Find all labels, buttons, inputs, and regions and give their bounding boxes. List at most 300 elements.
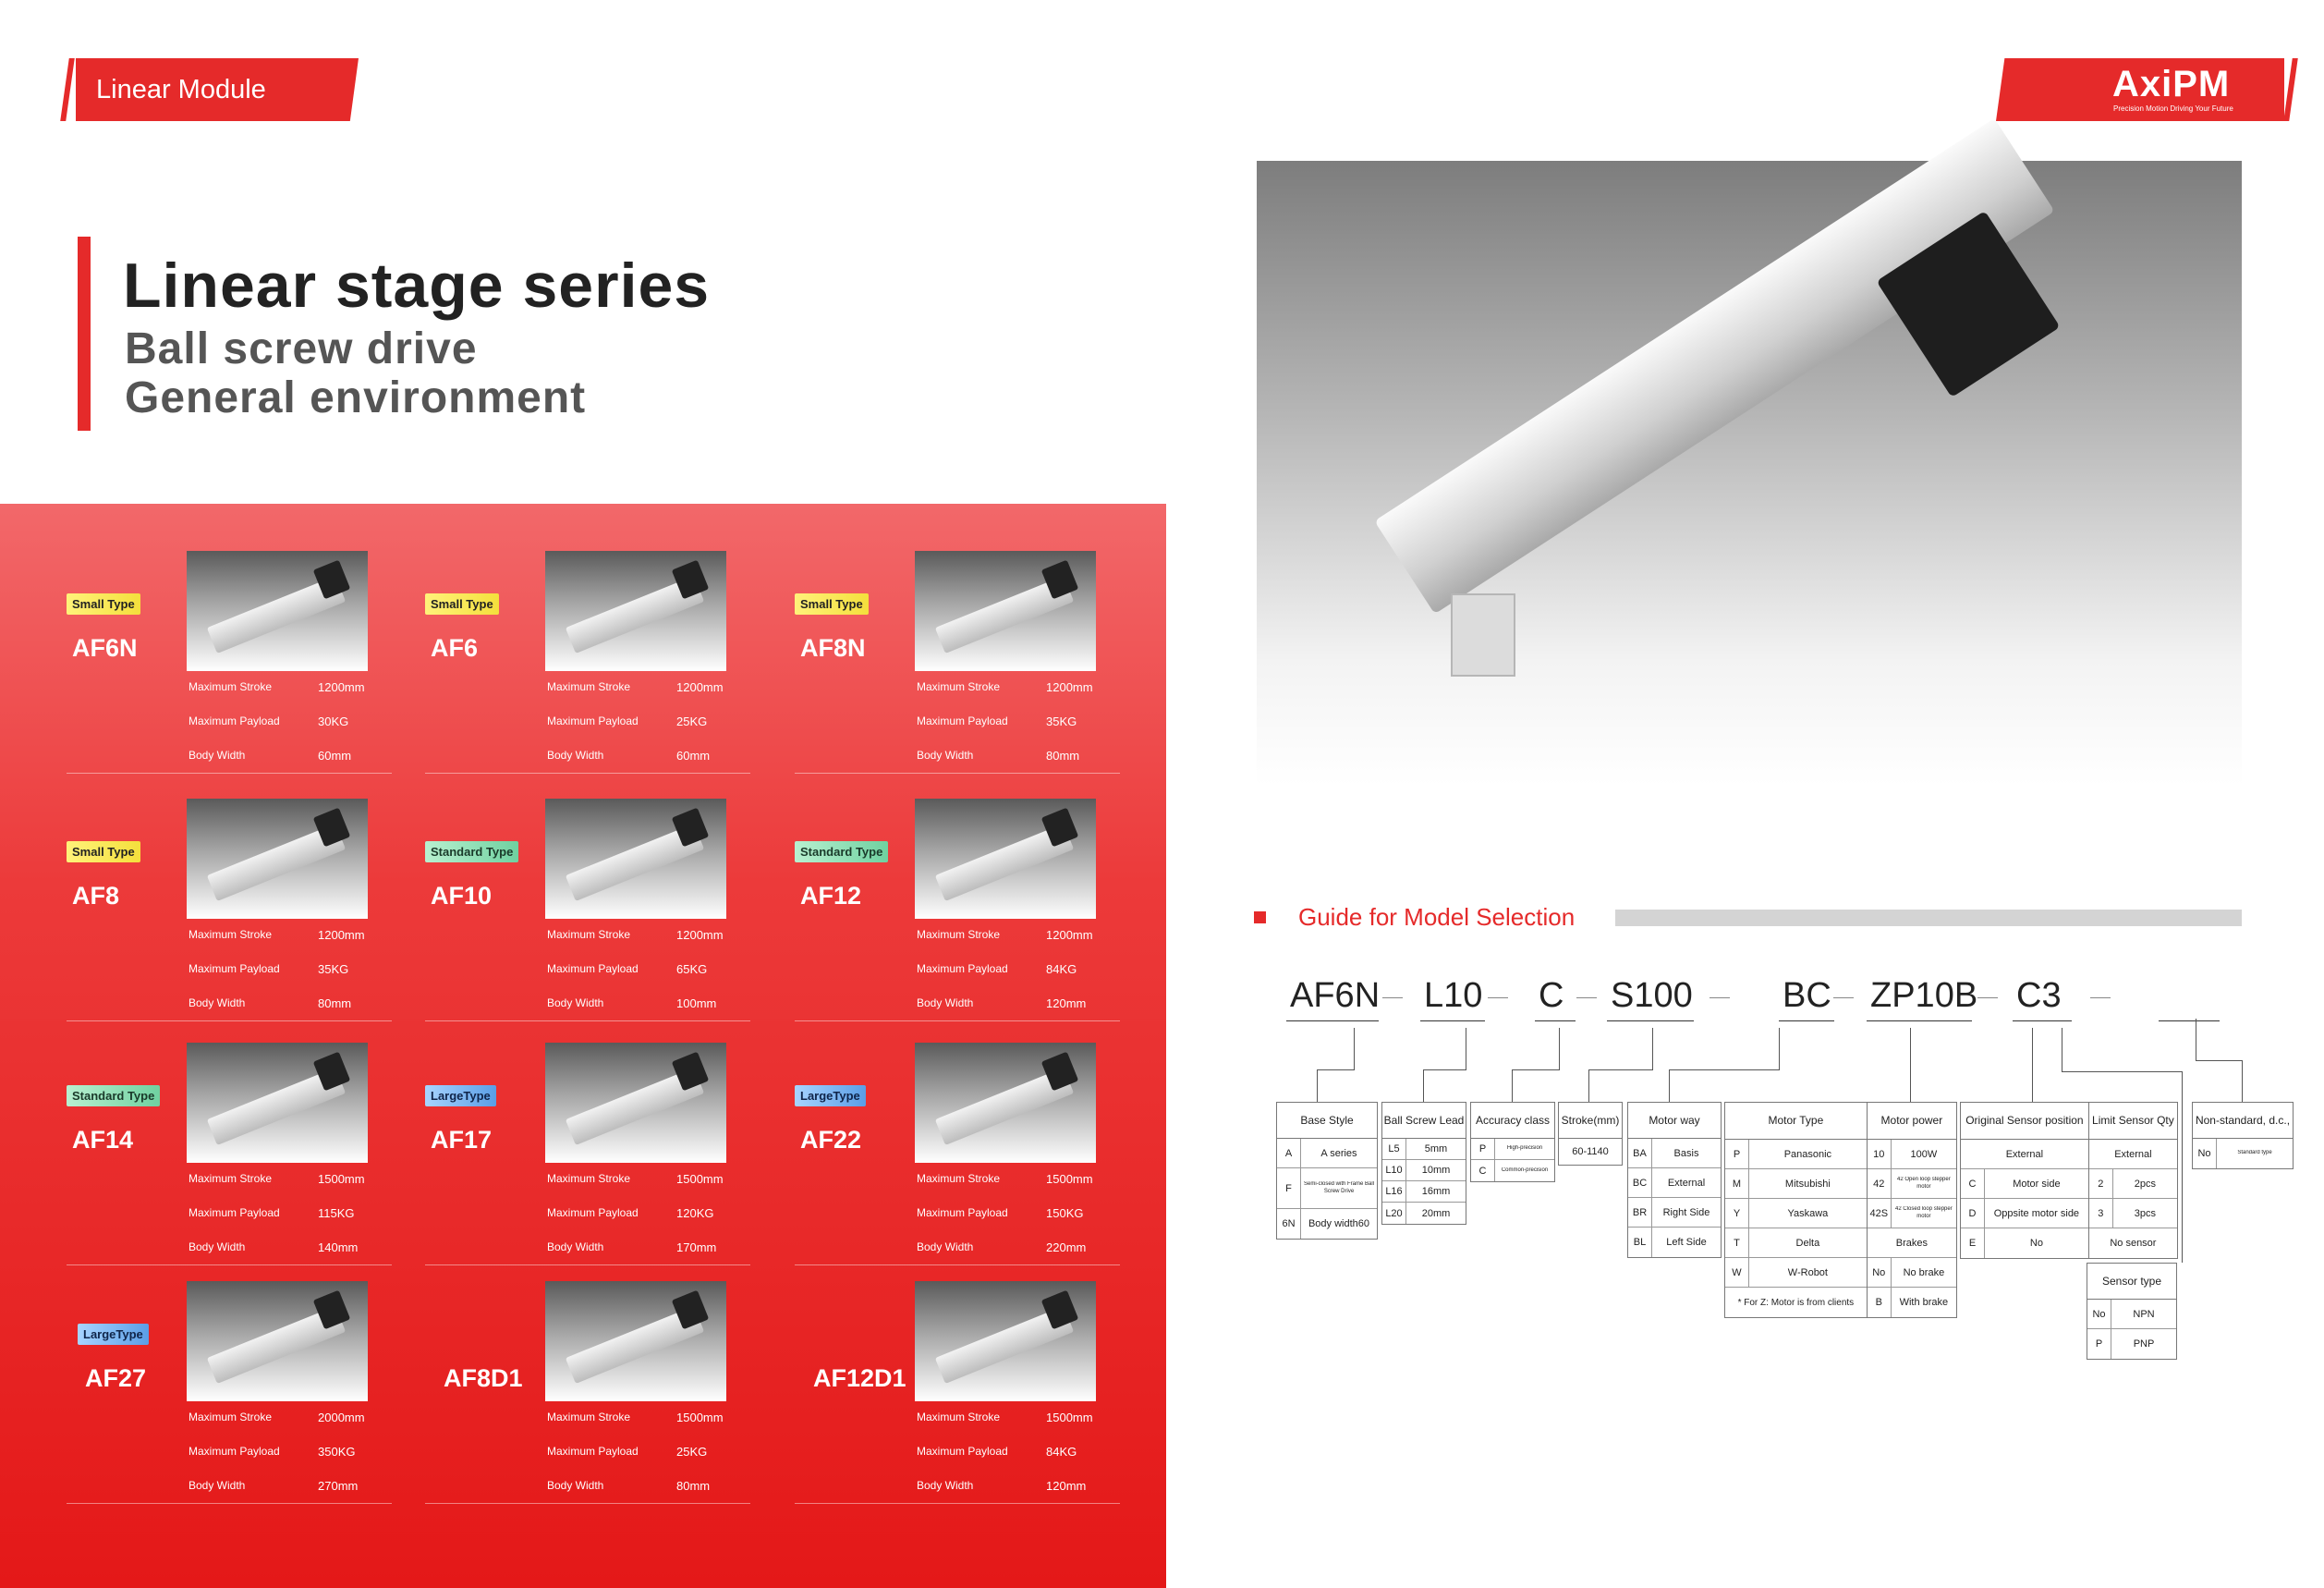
connector-line <box>1669 1069 1780 1070</box>
product-card <box>67 1281 436 1503</box>
table-row <box>1277 1139 1377 1168</box>
card-divider <box>67 1020 392 1021</box>
code-cell: BR <box>1628 1198 1652 1227</box>
product-photo <box>915 1043 1096 1163</box>
table-header: Sensor type <box>2087 1264 2176 1300</box>
model-code-segment: C3 <box>2016 976 2062 1015</box>
card-divider <box>67 1503 392 1504</box>
spec-label: Body Width <box>917 1240 974 1253</box>
desc-cell: 5mm <box>1424 1143 1448 1154</box>
code-underline <box>1607 1020 1694 1021</box>
table-header: Base Style <box>1277 1103 1377 1139</box>
desc-cell: Left Side <box>1666 1237 1707 1248</box>
title-accent-bar <box>78 237 91 431</box>
sensor-position-column <box>1961 1140 2089 1258</box>
code-cell: BL <box>1628 1228 1652 1257</box>
table-row <box>1628 1228 1721 1257</box>
spec-table <box>2087 1263 2177 1360</box>
product-card <box>425 1043 795 1264</box>
table-row <box>1725 1169 1867 1199</box>
spec-label: Body Width <box>547 749 604 762</box>
spec-value: 25KG <box>676 1445 708 1459</box>
model-name: AF6N <box>72 634 138 662</box>
table-header: Ball Screw Lead <box>1382 1103 1466 1139</box>
desc-cell: Body width60 <box>1308 1218 1370 1229</box>
spec-value: 120KG <box>676 1206 714 1220</box>
spec-label: Body Width <box>189 996 246 1009</box>
connector-line <box>1512 1069 1560 1070</box>
full-cell: Brakes <box>1895 1237 1928 1249</box>
table-row <box>2087 1329 2176 1359</box>
spec-table <box>2192 1102 2294 1169</box>
desc-cell: External <box>1667 1177 1706 1189</box>
desc-cell: Mitsubishi <box>1784 1178 1831 1190</box>
card-divider <box>67 1264 392 1265</box>
connector-line <box>1512 1069 1513 1102</box>
spec-value: 1200mm <box>1046 928 1093 942</box>
table-row <box>2089 1199 2177 1228</box>
spec-value: 84KG <box>1046 1445 1077 1459</box>
card-divider <box>795 773 1120 774</box>
desc-cell: Standard type <box>2237 1150 2272 1156</box>
table-header: Stroke(mm) <box>1559 1103 1622 1139</box>
desc-cell: NPN <box>2133 1308 2155 1320</box>
type-badge: Standard Type <box>67 1085 160 1106</box>
connector-line <box>2182 1071 2183 1263</box>
table-row <box>1725 1199 1867 1228</box>
code-cell: 42S <box>1868 1199 1892 1228</box>
desc-cell: Oppsite motor side <box>1993 1207 2080 1219</box>
spec-label: Maximum Payload <box>547 1445 639 1458</box>
table-header: Motor Type <box>1725 1103 1868 1139</box>
spec-label: Maximum Stroke <box>917 1411 1001 1423</box>
code-cell: B <box>1868 1288 1892 1317</box>
card-divider <box>425 1020 750 1021</box>
product-photo <box>545 1043 726 1163</box>
spec-value: 1200mm <box>676 680 724 694</box>
type-badge: Small Type <box>67 593 140 615</box>
type-badge: Small Type <box>67 841 140 862</box>
spec-label: Maximum Payload <box>917 715 1008 727</box>
type-badge: LargeType <box>795 1085 866 1106</box>
product-card <box>795 551 1164 773</box>
code-cell: P <box>1471 1139 1495 1159</box>
spec-value: 1500mm <box>676 1411 724 1424</box>
table-body <box>1961 1140 2177 1258</box>
model-name: AF8N <box>800 634 866 662</box>
spec-label: Maximum Payload <box>189 962 280 975</box>
spec-table <box>1558 1102 1623 1166</box>
product-card <box>67 799 436 1020</box>
model-code-segment: S100 <box>1611 976 1693 1015</box>
code-cell: No <box>1868 1258 1892 1287</box>
code-cell: 3 <box>2089 1199 2113 1228</box>
desc-cell: Panasonic <box>1783 1148 1832 1160</box>
desc-cell: Common-precision <box>1501 1167 1549 1173</box>
table-row <box>1277 1168 1377 1209</box>
spec-label: Maximum Stroke <box>917 680 1001 693</box>
desc-cell: 42 Closed loop stepper motor <box>1895 1206 1953 1219</box>
card-divider <box>425 773 750 774</box>
product-card <box>425 551 795 773</box>
card-divider <box>425 1264 750 1265</box>
spec-label: Body Width <box>189 749 246 762</box>
desc-cell: W-Robot <box>1787 1266 1828 1278</box>
spec-label: Maximum Stroke <box>189 1411 273 1423</box>
table-row <box>1725 1228 1867 1258</box>
spec-label: Body Width <box>189 1240 246 1253</box>
table-row <box>1868 1199 1956 1228</box>
code-cell: 10 <box>1868 1140 1892 1168</box>
model-name: AF6 <box>431 634 479 662</box>
page-title: Linear stage series <box>123 250 711 321</box>
desc-cell: Yaskawa <box>1787 1207 1829 1219</box>
table-row <box>1382 1181 1466 1203</box>
desc-cell: 16mm <box>1421 1186 1451 1197</box>
code-cell: A <box>1277 1139 1301 1167</box>
connector-line <box>1559 1028 1560 1070</box>
connector-line <box>2062 1071 2182 1072</box>
desc-cell: A series <box>1320 1147 1357 1159</box>
spec-label: Maximum Stroke <box>547 1411 631 1423</box>
code-underline <box>2013 1020 2072 1021</box>
connector-line <box>2242 1060 2243 1102</box>
table-header-row <box>1725 1103 1956 1140</box>
table-row <box>1628 1168 1721 1198</box>
spec-value: 270mm <box>318 1479 359 1493</box>
code-separator <box>1710 997 1730 998</box>
table-row <box>1277 1209 1377 1239</box>
model-code-segment: L10 <box>1424 976 1483 1015</box>
code-cell: E <box>1961 1228 1985 1258</box>
code-separator <box>1833 997 1854 998</box>
table-row <box>1471 1139 1554 1160</box>
spec-value: 140mm <box>318 1240 359 1254</box>
type-badge: LargeType <box>425 1085 496 1106</box>
spec-value: 25KG <box>676 715 708 728</box>
code-cell: L5 <box>1382 1139 1406 1159</box>
guide-divider-bar <box>1615 910 2242 926</box>
table-header: Accuracy class <box>1471 1103 1554 1139</box>
spec-label: Maximum Stroke <box>917 928 1001 941</box>
code-cell: C <box>1961 1169 1985 1198</box>
spec-value: 1500mm <box>318 1172 365 1186</box>
code-cell: BA <box>1628 1139 1652 1167</box>
spec-value: 65KG <box>676 962 708 976</box>
spec-label: Body Width <box>917 996 974 1009</box>
desc-cell: Right Side <box>1662 1206 1710 1218</box>
product-card <box>67 551 436 773</box>
code-underline <box>1286 1020 1379 1021</box>
code-cell: 2 <box>2089 1169 2113 1198</box>
table-row <box>1868 1288 1956 1317</box>
desc-cell: With brake <box>1899 1297 1949 1308</box>
spec-value: 1200mm <box>1046 680 1093 694</box>
spec-label: Maximum Stroke <box>189 680 273 693</box>
full-cell: External <box>2005 1148 2044 1160</box>
spec-value: 80mm <box>318 996 352 1010</box>
product-card <box>425 799 795 1020</box>
spec-value: 84KG <box>1046 962 1077 976</box>
spec-label: Body Width <box>547 1479 604 1492</box>
table-header: Motor power <box>1880 1114 1943 1127</box>
full-cell: External <box>2114 1148 2152 1160</box>
product-photo <box>545 551 726 671</box>
table-row <box>1868 1140 1956 1169</box>
code-separator <box>1977 997 1998 998</box>
spec-value: 350KG <box>318 1445 356 1459</box>
table-header: Non-standard, d.c., <box>2193 1103 2293 1139</box>
table-row <box>2193 1139 2293 1168</box>
spec-table <box>1627 1102 1722 1258</box>
spec-label: Body Width <box>547 1240 604 1253</box>
product-photo <box>187 551 368 671</box>
spec-label: Maximum Payload <box>189 1445 280 1458</box>
desc-cell: Delta <box>1795 1237 1820 1249</box>
table-row <box>1382 1139 1466 1160</box>
code-separator <box>1382 997 1403 998</box>
table-row <box>1961 1228 2088 1258</box>
desc-cell: 3pcs <box>2134 1207 2157 1219</box>
desc-cell: 20mm <box>1421 1207 1451 1219</box>
hero-end-cap <box>1451 593 1515 677</box>
spec-value: 60mm <box>318 749 352 763</box>
spec-label: Body Width <box>917 1479 974 1492</box>
brand-tag <box>1996 58 2294 121</box>
spec-value: 120mm <box>1046 996 1087 1010</box>
model-code-segment: C <box>1539 976 1564 1015</box>
spec-label: Maximum Stroke <box>547 680 631 693</box>
spec-value: 170mm <box>676 1240 717 1254</box>
table-row <box>1725 1140 1867 1169</box>
code-cell: Y <box>1725 1199 1749 1228</box>
desc-cell: Motor side <box>2013 1178 2061 1190</box>
code-underline <box>1779 1020 1834 1021</box>
table-row <box>2089 1228 2177 1258</box>
table-row <box>1961 1140 2088 1169</box>
code-cell: F <box>1277 1168 1301 1208</box>
connector-line <box>1354 1028 1355 1070</box>
spec-value: 150KG <box>1046 1206 1084 1220</box>
table-header: Motor way <box>1628 1103 1721 1139</box>
spec-value: 1500mm <box>676 1172 724 1186</box>
desc-cell: PNP <box>2133 1338 2155 1350</box>
table-row <box>1725 1258 1867 1288</box>
desc-cell: 2pcs <box>2134 1178 2157 1190</box>
code-underline <box>1867 1020 1972 1021</box>
product-photo <box>545 799 726 919</box>
connector-line <box>1910 1028 1911 1102</box>
product-card <box>425 1281 795 1503</box>
spec-value: 220mm <box>1046 1240 1087 1254</box>
desc-cell: No <box>2029 1238 2043 1249</box>
desc-cell: 10mm <box>1421 1165 1451 1176</box>
desc-cell: 42 Open loop stepper motor <box>1897 1177 1951 1190</box>
spec-value: 120mm <box>1046 1479 1087 1493</box>
spec-table <box>1724 1102 1957 1318</box>
spec-table <box>1470 1102 1555 1182</box>
spec-value: 35KG <box>1046 715 1077 728</box>
code-cell: L16 <box>1382 1181 1406 1202</box>
table-row <box>2089 1140 2177 1169</box>
section-tag-label: Linear Module <box>96 75 266 104</box>
spec-label: Maximum Payload <box>917 1445 1008 1458</box>
desc-cell: 100W <box>1910 1148 1938 1160</box>
desc-cell: Semi-closed with Frame Ball Screw Drive <box>1303 1181 1375 1194</box>
spec-label: Body Width <box>917 749 974 762</box>
connector-line <box>1423 1069 1424 1102</box>
spec-value: 1200mm <box>676 928 724 942</box>
table-row <box>1628 1139 1721 1168</box>
table-row <box>1382 1160 1466 1181</box>
card-divider <box>425 1503 750 1504</box>
limit-qty-column <box>2089 1140 2177 1258</box>
product-card <box>795 799 1164 1020</box>
type-badge: Standard Type <box>425 841 518 862</box>
connector-line <box>1652 1028 1653 1070</box>
guide-title: Guide for Model Selection <box>1298 903 1576 931</box>
connector-line <box>1588 1069 1653 1070</box>
code-cell: W <box>1725 1258 1749 1287</box>
type-badge: Small Type <box>795 593 869 615</box>
model-name: AF14 <box>72 1126 134 1154</box>
table-row <box>1961 1199 2088 1228</box>
table-row <box>2089 1169 2177 1199</box>
code-cell: L10 <box>1382 1160 1406 1180</box>
section-tag <box>65 58 359 121</box>
code-cell: 42 <box>1868 1169 1892 1198</box>
spec-label: Maximum Stroke <box>189 1172 273 1185</box>
spec-label: Maximum Stroke <box>547 1172 631 1185</box>
tag-accent-bar <box>60 58 75 121</box>
product-photo <box>187 1043 368 1163</box>
connector-line <box>1669 1069 1670 1102</box>
product-card <box>795 1281 1164 1503</box>
table-row <box>1868 1228 1956 1258</box>
table-row <box>1382 1203 1466 1224</box>
spec-label: Maximum Payload <box>189 1206 280 1219</box>
spec-label: Maximum Payload <box>547 962 639 975</box>
code-cell: 6N <box>1277 1209 1301 1239</box>
connector-line <box>2196 1060 2242 1061</box>
table-row <box>1559 1139 1622 1165</box>
brand-accent-bar <box>2283 58 2298 121</box>
model-name: AF8D1 <box>444 1364 523 1392</box>
code-separator <box>1576 997 1597 998</box>
connector-line <box>1779 1028 1780 1070</box>
spec-label: Body Width <box>547 996 604 1009</box>
code-separator <box>1488 997 1508 998</box>
model-code-segment: AF6N <box>1290 976 1381 1015</box>
code-cell: BC <box>1628 1168 1652 1197</box>
table-row <box>1725 1288 1867 1317</box>
table-row <box>1628 1198 1721 1228</box>
brand-logo: AxiPM <box>2112 64 2231 104</box>
type-badge: Standard Type <box>795 841 888 862</box>
card-divider <box>795 1264 1120 1265</box>
spec-label: Maximum Stroke <box>547 928 631 941</box>
code-cell: D <box>1961 1199 1985 1228</box>
table-header: Original Sensor position <box>1961 1103 2089 1139</box>
code-cell: P <box>1725 1140 1749 1168</box>
spec-value: 80mm <box>1046 749 1080 763</box>
spec-value: 80mm <box>676 1479 711 1493</box>
connector-line <box>1317 1069 1355 1070</box>
model-name: AF22 <box>800 1126 862 1154</box>
connector-line <box>1588 1069 1589 1102</box>
desc-cell: No brake <box>1903 1266 1945 1278</box>
type-badge: LargeType <box>78 1324 149 1345</box>
table-header: Limit Sensor Qty <box>2092 1114 2174 1127</box>
product-photo <box>545 1281 726 1401</box>
table-row <box>1868 1258 1956 1288</box>
model-name: AF8 <box>72 882 120 910</box>
table-header-row <box>1961 1103 2177 1140</box>
type-badge: Small Type <box>425 593 499 615</box>
spec-label: Maximum Stroke <box>917 1172 1001 1185</box>
table-row <box>1868 1169 1956 1199</box>
model-name: AF10 <box>431 882 493 910</box>
desc-cell: Basis <box>1673 1147 1699 1159</box>
full-cell: 60-1140 <box>1572 1146 1609 1157</box>
spec-value: 30KG <box>318 715 349 728</box>
spec-label: Maximum Payload <box>547 715 639 727</box>
product-photo <box>187 1281 368 1401</box>
spec-value: 1500mm <box>1046 1172 1093 1186</box>
subtitle-drive: Ball screw drive <box>125 324 478 373</box>
spec-table <box>1276 1102 1378 1240</box>
motor-note: * For Z: Motor is from clients <box>1737 1297 1855 1308</box>
code-cell: No <box>2193 1139 2217 1168</box>
subtitle-environment: General environment <box>125 373 587 422</box>
spec-table <box>1960 1102 2178 1259</box>
table-row <box>1961 1169 2088 1199</box>
connector-line <box>2032 1028 2033 1102</box>
code-separator <box>2090 997 2111 998</box>
table-body <box>1725 1140 1956 1317</box>
card-divider <box>795 1503 1120 1504</box>
motor-type-column <box>1725 1140 1868 1317</box>
model-code-segment: BC <box>1783 976 1831 1015</box>
desc-cell: High-precision <box>1506 1145 1543 1152</box>
spec-label: Maximum Payload <box>189 715 280 727</box>
code-underline <box>1535 1020 1576 1021</box>
card-divider <box>795 1020 1120 1021</box>
table-row <box>1471 1160 1554 1181</box>
model-name: AF17 <box>431 1126 493 1154</box>
code-cell: No <box>2087 1300 2111 1328</box>
code-underline <box>2159 1020 2220 1021</box>
spec-label: Maximum Stroke <box>189 928 273 941</box>
code-cell: P <box>2087 1329 2111 1359</box>
hero-product-image <box>1257 161 2242 786</box>
code-underline <box>1420 1020 1485 1021</box>
card-divider <box>67 773 392 774</box>
product-photo <box>187 799 368 919</box>
spec-value: 35KG <box>318 962 349 976</box>
spec-value: 115KG <box>318 1206 355 1220</box>
spec-value: 1200mm <box>318 928 365 942</box>
spec-value: 1500mm <box>1046 1411 1093 1424</box>
product-photo <box>915 1281 1096 1401</box>
product-photo <box>915 799 1096 919</box>
model-code-segment: ZP10B <box>1870 976 1978 1015</box>
spec-value: 1200mm <box>318 680 365 694</box>
spec-label: Body Width <box>189 1479 246 1492</box>
spec-label: Maximum Payload <box>547 1206 639 1219</box>
product-card <box>795 1043 1164 1264</box>
code-cell: C <box>1471 1160 1495 1181</box>
